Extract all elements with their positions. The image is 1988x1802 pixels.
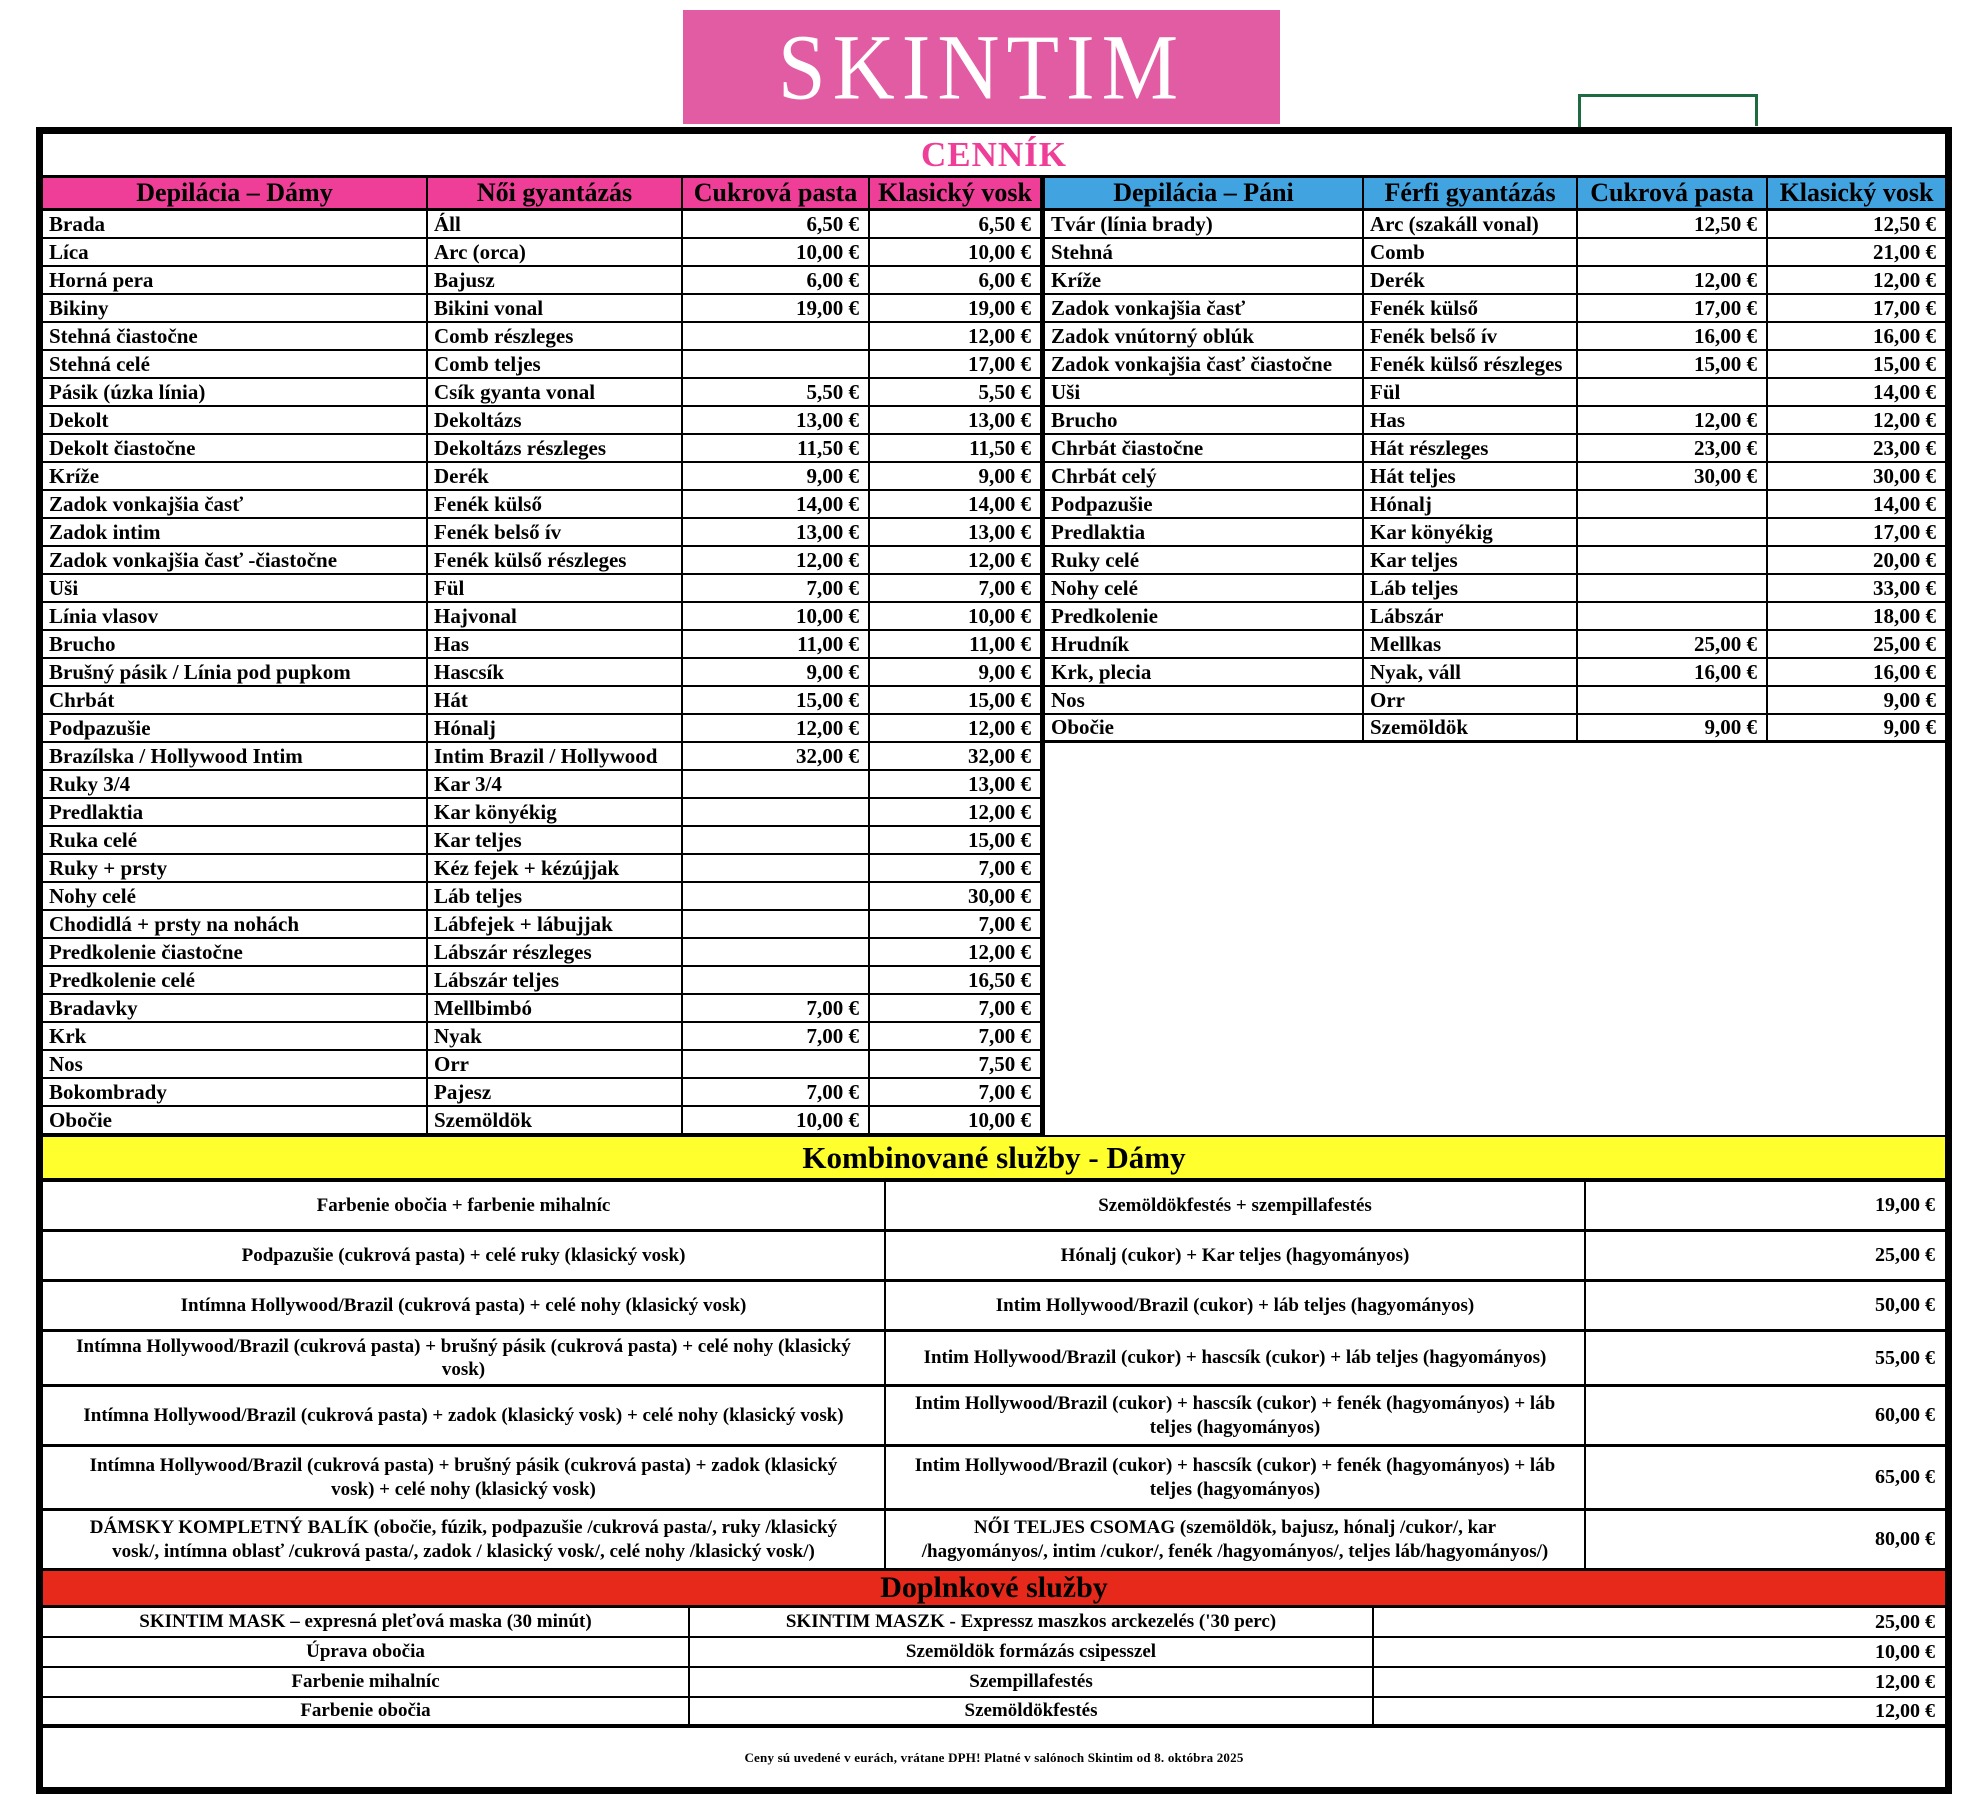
classic-wax-price: 9,00 €: [1768, 715, 1945, 743]
combined-service-hu: Intim Hollywood/Brazil (cukor) + hascsík (cukor) + fenék (hagyományos) + láb teljes (hagyományos): [886, 1387, 1586, 1444]
service-name-hu: Pajesz: [428, 1079, 683, 1107]
sugar-paste-price: [683, 827, 870, 855]
classic-wax-price: 12,00 €: [870, 323, 1045, 351]
ladies-column-header-wax: Klasický vosk: [870, 178, 1045, 211]
sugar-paste-price: 25,00 €: [1578, 631, 1768, 659]
service-name-sk: Brazílska / Hollywood Intim: [43, 743, 428, 771]
service-name-sk: Líca: [43, 239, 428, 267]
page-title: CENNÍK: [920, 134, 1068, 174]
service-name-sk: Zadok vonkajšia časť: [1045, 295, 1364, 323]
combined-services-table: [43, 1182, 1945, 1571]
sugar-paste-price: 6,00 €: [683, 267, 870, 295]
service-name-hu: Bikini vonal: [428, 295, 683, 323]
service-name-hu: Fenék külső: [1364, 295, 1578, 323]
service-name-hu: Arc (szakáll vonal): [1364, 211, 1578, 239]
additional-service-hu: Szemöldök formázás csipesszel: [690, 1638, 1374, 1666]
service-name-hu: Comb: [1364, 239, 1578, 267]
combined-service-sk: Podpazušie (cukrová pasta) + celé ruky (klasický vosk): [43, 1232, 886, 1279]
combined-service-hu: Intim Hollywood/Brazil (cukor) + láb teljes (hagyományos): [886, 1282, 1586, 1329]
sugar-paste-price: 23,00 €: [1578, 435, 1768, 463]
additional-service-sk: Farbenie mihalníc: [43, 1668, 690, 1696]
combined-service-price: 80,00 €: [1875, 1528, 1935, 1550]
combined-service-price: 19,00 €: [1875, 1194, 1935, 1216]
classic-wax-price: 32,00 €: [870, 743, 1045, 771]
combined-service-row: [43, 1182, 1945, 1232]
combined-service-price: 60,00 €: [1875, 1404, 1935, 1426]
classic-wax-price: 7,00 €: [870, 911, 1045, 939]
service-name-sk: Uši: [1045, 379, 1364, 407]
sugar-paste-price: 13,00 €: [683, 407, 870, 435]
classic-wax-price: 33,00 €: [1768, 575, 1945, 603]
classic-wax-price: 25,00 €: [1768, 631, 1945, 659]
service-name-sk: Línia vlasov: [43, 603, 428, 631]
sugar-paste-price: [683, 771, 870, 799]
combined-service-hu: NŐI TELJES CSOMAG (szemöldök, bajusz, hónalj /cukor/, kar /hagyományos/, intim /cukor/, fenék /hagyományos/, teljes láb/hagyományos/): [886, 1511, 1586, 1568]
skintim-logo: [683, 10, 1280, 124]
sugar-paste-price: [1578, 603, 1768, 631]
combined-service-price: 50,00 €: [1875, 1294, 1935, 1316]
additional-service-price: 12,00 €: [1875, 1670, 1935, 1693]
classic-wax-price: 17,00 €: [1768, 295, 1945, 323]
sugar-paste-price: 30,00 €: [1578, 463, 1768, 491]
classic-wax-price: 19,00 €: [870, 295, 1045, 323]
sugar-paste-price: 9,00 €: [1578, 715, 1768, 743]
classic-wax-price: 9,00 €: [870, 463, 1045, 491]
men-column-header: Depilácia – Páni: [1045, 178, 1364, 211]
sugar-paste-price: 7,00 €: [683, 1023, 870, 1051]
service-name-hu: Derék: [428, 463, 683, 491]
additional-service-row: [43, 1638, 1945, 1668]
classic-wax-price: 7,00 €: [870, 995, 1045, 1023]
sugar-paste-price: 16,00 €: [1578, 659, 1768, 687]
additional-services-table: [43, 1608, 1945, 1728]
service-name-hu: Mellkas: [1364, 631, 1578, 659]
service-name-hu: Hát teljes: [1364, 463, 1578, 491]
classic-wax-price: 21,00 €: [1768, 239, 1945, 267]
sugar-paste-price: 12,00 €: [1578, 407, 1768, 435]
service-name-sk: Stehná: [1045, 239, 1364, 267]
service-name-hu: Comb részleges: [428, 323, 683, 351]
service-name-sk: Chodidlá + prsty na nohách: [43, 911, 428, 939]
classic-wax-price: 14,00 €: [1768, 491, 1945, 519]
classic-wax-price: 6,00 €: [870, 267, 1045, 295]
classic-wax-price: 12,00 €: [870, 547, 1045, 575]
classic-wax-price: 10,00 €: [870, 1107, 1045, 1135]
classic-wax-price: 14,00 €: [870, 491, 1045, 519]
service-name-sk: Ruky + prsty: [43, 855, 428, 883]
sugar-paste-price: [683, 883, 870, 911]
additional-service-price: 25,00 €: [1875, 1610, 1935, 1633]
service-name-sk: Dekolt: [43, 407, 428, 435]
service-name-hu: Dekoltázs részleges: [428, 435, 683, 463]
men-depilation-table: [1045, 178, 1945, 743]
service-name-sk: Predkolenie čiastočne: [43, 939, 428, 967]
service-name-hu: Fenék külső részleges: [428, 547, 683, 575]
ladies-column-header: Depilácia – Dámy: [43, 178, 428, 211]
combined-services-banner-label: Kombinované služby - Dámy: [802, 1139, 1186, 1175]
service-name-hu: Hónalj: [428, 715, 683, 743]
service-name-hu: Szemöldök: [1364, 715, 1578, 743]
additional-service-sk: SKINTIM MASK – expresná pleťová maska (30 minút): [43, 1608, 690, 1636]
sugar-paste-price: 15,00 €: [683, 687, 870, 715]
service-name-sk: Stehná celé: [43, 351, 428, 379]
sugar-paste-price: [1578, 379, 1768, 407]
service-name-sk: Kríže: [1045, 267, 1364, 295]
service-name-sk: Pásik (úzka línia): [43, 379, 428, 407]
combined-service-sk: Intímna Hollywood/Brazil (cukrová pasta) + zadok (klasický vosk) + celé nohy (klasický vosk): [43, 1387, 886, 1444]
service-name-hu: Fül: [1364, 379, 1578, 407]
combined-service-row: [43, 1447, 1945, 1511]
service-name-hu: Derék: [1364, 267, 1578, 295]
service-name-sk: Nos: [43, 1051, 428, 1079]
service-name-hu: Fül: [428, 575, 683, 603]
classic-wax-price: 9,00 €: [870, 659, 1045, 687]
classic-wax-price: 23,00 €: [1768, 435, 1945, 463]
service-name-sk: Bradavky: [43, 995, 428, 1023]
combined-service-row: [43, 1511, 1945, 1571]
service-name-sk: Dekolt čiastočne: [43, 435, 428, 463]
service-name-sk: Uši: [43, 575, 428, 603]
service-name-sk: Krk: [43, 1023, 428, 1051]
service-name-hu: Bajusz: [428, 267, 683, 295]
sugar-paste-price: [1578, 239, 1768, 267]
combined-service-hu: Intim Hollywood/Brazil (cukor) + hascsík (cukor) + fenék (hagyományos) + láb teljes (hagyományos): [886, 1447, 1586, 1508]
men-column-header-wax: Klasický vosk: [1768, 178, 1945, 211]
service-name-hu: Fenék külső részleges: [1364, 351, 1578, 379]
service-name-sk: Obočie: [1045, 715, 1364, 743]
service-name-sk: Brucho: [43, 631, 428, 659]
classic-wax-price: 12,00 €: [870, 799, 1045, 827]
sugar-paste-price: [683, 1051, 870, 1079]
classic-wax-price: 16,00 €: [1768, 659, 1945, 687]
combined-service-sk: DÁMSKY KOMPLETNÝ BALÍK (obočie, fúzik, podpazušie /cukrová pasta/, ruky /klasický vosk/, intímna oblasť /cukrová pasta/, zadok / klasický vosk/, celé nohy /klasický vosk/): [43, 1511, 886, 1568]
sugar-paste-price: 17,00 €: [1578, 295, 1768, 323]
service-name-sk: Podpazušie: [1045, 491, 1364, 519]
sugar-paste-price: 15,00 €: [1578, 351, 1768, 379]
classic-wax-price: 7,50 €: [870, 1051, 1045, 1079]
service-name-sk: Predlaktia: [1045, 519, 1364, 547]
additional-service-hu: SKINTIM MASZK - Expressz maszkos arckezelés ('30 perc): [690, 1608, 1374, 1636]
service-name-sk: Zadok vnútorný oblúk: [1045, 323, 1364, 351]
classic-wax-price: 7,00 €: [870, 575, 1045, 603]
combined-service-row: [43, 1282, 1945, 1332]
classic-wax-price: 6,50 €: [870, 211, 1045, 239]
price-list-frame: [36, 127, 1952, 1794]
service-name-hu: Has: [1364, 407, 1578, 435]
service-name-hu: Csík gyanta vonal: [428, 379, 683, 407]
service-name-hu: Kar teljes: [428, 827, 683, 855]
service-name-sk: Kríže: [43, 463, 428, 491]
service-name-sk: Brušný pásik / Línia pod pupkom: [43, 659, 428, 687]
additional-service-hu: Szemöldökfestés: [690, 1698, 1374, 1724]
classic-wax-price: 10,00 €: [870, 603, 1045, 631]
service-name-sk: Horná pera: [43, 267, 428, 295]
classic-wax-price: 10,00 €: [870, 239, 1045, 267]
service-name-sk: Predkolenie celé: [43, 967, 428, 995]
classic-wax-price: 13,00 €: [870, 407, 1045, 435]
service-name-hu: Intim Brazil / Hollywood: [428, 743, 683, 771]
service-name-sk: Chrbát celý: [1045, 463, 1364, 491]
additional-service-row: [43, 1668, 1945, 1698]
classic-wax-price: 11,50 €: [870, 435, 1045, 463]
classic-wax-price: 15,00 €: [870, 687, 1045, 715]
service-name-sk: Bokombrady: [43, 1079, 428, 1107]
combined-service-hu: Intim Hollywood/Brazil (cukor) + hascsík (cukor) + láb teljes (hagyományos): [886, 1332, 1586, 1384]
sugar-paste-price: 7,00 €: [683, 995, 870, 1023]
sugar-paste-price: [1578, 519, 1768, 547]
service-name-sk: Brada: [43, 211, 428, 239]
classic-wax-price: 16,50 €: [870, 967, 1045, 995]
service-name-hu: Orr: [1364, 687, 1578, 715]
sugar-paste-price: [683, 799, 870, 827]
combined-service-hu: Hónalj (cukor) + Kar teljes (hagyományos): [886, 1232, 1586, 1279]
sugar-paste-price: [1578, 575, 1768, 603]
service-name-sk: Predkolenie: [1045, 603, 1364, 631]
combined-services-banner: [43, 1135, 1945, 1182]
classic-wax-price: 12,50 €: [1768, 211, 1945, 239]
sugar-paste-price: [683, 939, 870, 967]
service-name-hu: Nyak: [428, 1023, 683, 1051]
service-name-hu: Hát részleges: [1364, 435, 1578, 463]
additional-service-sk: Úprava obočia: [43, 1638, 690, 1666]
sugar-paste-price: [683, 351, 870, 379]
sugar-paste-price: 16,00 €: [1578, 323, 1768, 351]
classic-wax-price: 30,00 €: [1768, 463, 1945, 491]
classic-wax-price: 12,00 €: [1768, 267, 1945, 295]
combined-service-sk: Intímna Hollywood/Brazil (cukrová pasta) + brušný pásik (cukrová pasta) + zadok (klasický vosk) + celé nohy (klasický vosk): [43, 1447, 886, 1508]
service-name-sk: Nos: [1045, 687, 1364, 715]
sugar-paste-price: 11,50 €: [683, 435, 870, 463]
sugar-paste-price: 14,00 €: [683, 491, 870, 519]
service-name-hu: Hajvonal: [428, 603, 683, 631]
classic-wax-price: 16,00 €: [1768, 323, 1945, 351]
ladies-column-header-hu: Női gyantázás: [428, 178, 683, 211]
logo-text: SKINTIM: [777, 15, 1186, 119]
service-name-hu: Hascsík: [428, 659, 683, 687]
classic-wax-price: 5,50 €: [870, 379, 1045, 407]
service-name-hu: Kar 3/4: [428, 771, 683, 799]
service-name-sk: Ruky celé: [1045, 547, 1364, 575]
sugar-paste-price: 6,50 €: [683, 211, 870, 239]
classic-wax-price: 13,00 €: [870, 519, 1045, 547]
footer-note: Ceny sú uvedené v eurách, vrátane DPH! Platné v salónoch Skintim od 8. októbra 2025: [744, 1749, 1244, 1765]
classic-wax-price: 7,00 €: [870, 1079, 1045, 1107]
service-name-hu: Áll: [428, 211, 683, 239]
classic-wax-price: 14,00 €: [1768, 379, 1945, 407]
men-column-header-hu: Férfi gyantázás: [1364, 178, 1578, 211]
service-name-sk: Zadok vonkajšia časť -čiastočne: [43, 547, 428, 575]
additional-service-row: [43, 1608, 1945, 1638]
classic-wax-price: 9,00 €: [1768, 687, 1945, 715]
service-name-sk: Krk, plecia: [1045, 659, 1364, 687]
sugar-paste-price: 10,00 €: [683, 239, 870, 267]
service-name-sk: Podpazušie: [43, 715, 428, 743]
classic-wax-price: 12,00 €: [870, 939, 1045, 967]
service-name-sk: Stehná čiastočne: [43, 323, 428, 351]
service-name-sk: Brucho: [1045, 407, 1364, 435]
combined-service-price: 55,00 €: [1875, 1346, 1935, 1369]
service-name-hu: Lábszár teljes: [428, 967, 683, 995]
service-name-sk: Ruka celé: [43, 827, 428, 855]
sugar-paste-price: [1578, 687, 1768, 715]
sugar-paste-price: 12,50 €: [1578, 211, 1768, 239]
ladies-depilation-table: [43, 178, 1045, 1135]
classic-wax-price: 13,00 €: [870, 771, 1045, 799]
sugar-paste-price: [683, 967, 870, 995]
sugar-paste-price: [1578, 547, 1768, 575]
ladies-column-header-sugar: Cukrová pasta: [683, 178, 870, 211]
additional-service-sk: Farbenie obočia: [43, 1698, 690, 1724]
sugar-paste-price: 12,00 €: [683, 547, 870, 575]
service-name-hu: Kar teljes: [1364, 547, 1578, 575]
sugar-paste-price: 5,50 €: [683, 379, 870, 407]
classic-wax-price: 15,00 €: [1768, 351, 1945, 379]
service-name-hu: Mellbimbó: [428, 995, 683, 1023]
classic-wax-price: 17,00 €: [870, 351, 1045, 379]
combined-service-sk: Farbenie obočia + farbenie mihalníc: [43, 1182, 886, 1229]
classic-wax-price: 20,00 €: [1768, 547, 1945, 575]
service-name-hu: Kar könyékig: [428, 799, 683, 827]
sugar-paste-price: 12,00 €: [1578, 267, 1768, 295]
sugar-paste-price: 9,00 €: [683, 463, 870, 491]
service-name-hu: Fenék külső: [428, 491, 683, 519]
service-name-sk: Bikiny: [43, 295, 428, 323]
service-name-hu: Hónalj: [1364, 491, 1578, 519]
sugar-paste-price: 10,00 €: [683, 1107, 870, 1135]
service-name-hu: Orr: [428, 1051, 683, 1079]
men-column-header-sugar: Cukrová pasta: [1578, 178, 1768, 211]
combined-service-row: [43, 1332, 1945, 1387]
service-name-sk: Obočie: [43, 1107, 428, 1135]
service-name-sk: Tvár (línia brady): [1045, 211, 1364, 239]
service-name-hu: Lábszár: [1364, 603, 1578, 631]
combined-service-sk: Intímna Hollywood/Brazil (cukrová pasta) + celé nohy (klasický vosk): [43, 1282, 886, 1329]
combined-service-row: [43, 1387, 1945, 1447]
additional-service-row: [43, 1698, 1945, 1728]
service-name-hu: Láb teljes: [1364, 575, 1578, 603]
additional-services-banner: [43, 1571, 1945, 1608]
service-name-hu: Arc (orca): [428, 239, 683, 267]
sugar-paste-price: [1578, 491, 1768, 519]
service-name-hu: Hát: [428, 687, 683, 715]
sugar-paste-price: 13,00 €: [683, 519, 870, 547]
combined-service-row: [43, 1232, 1945, 1282]
sugar-paste-price: [683, 323, 870, 351]
sugar-paste-price: 7,00 €: [683, 1079, 870, 1107]
service-name-sk: Zadok vonkajšia časť: [43, 491, 428, 519]
sugar-paste-price: 11,00 €: [683, 631, 870, 659]
service-name-sk: Hrudník: [1045, 631, 1364, 659]
service-name-hu: Comb teljes: [428, 351, 683, 379]
additional-service-hu: Szempillafestés: [690, 1668, 1374, 1696]
service-name-hu: Fenék belső ív: [428, 519, 683, 547]
service-name-hu: Has: [428, 631, 683, 659]
service-name-sk: Nohy celé: [1045, 575, 1364, 603]
classic-wax-price: 7,00 €: [870, 1023, 1045, 1051]
price-list-title-row: [43, 134, 1945, 178]
service-name-hu: Lábfejek + lábujjak: [428, 911, 683, 939]
service-name-hu: Lábszár részleges: [428, 939, 683, 967]
combined-service-price: 65,00 €: [1875, 1466, 1935, 1488]
combined-service-price: 25,00 €: [1875, 1244, 1935, 1266]
service-name-hu: Kéz fejek + kézújjak: [428, 855, 683, 883]
additional-services-banner-label: Doplnkové služby: [880, 1571, 1108, 1604]
sugar-paste-price: 10,00 €: [683, 603, 870, 631]
service-name-sk: Nohy celé: [43, 883, 428, 911]
sugar-paste-price: 9,00 €: [683, 659, 870, 687]
classic-wax-price: 12,00 €: [1768, 407, 1945, 435]
sugar-paste-price: 12,00 €: [683, 715, 870, 743]
service-name-sk: Chrbát: [43, 687, 428, 715]
service-name-sk: Zadok intim: [43, 519, 428, 547]
classic-wax-price: 7,00 €: [870, 855, 1045, 883]
service-name-hu: Nyak, váll: [1364, 659, 1578, 687]
sugar-paste-price: 32,00 €: [683, 743, 870, 771]
classic-wax-price: 18,00 €: [1768, 603, 1945, 631]
service-name-sk: Predlaktia: [43, 799, 428, 827]
sugar-paste-price: 7,00 €: [683, 575, 870, 603]
sugar-paste-price: 19,00 €: [683, 295, 870, 323]
classic-wax-price: 17,00 €: [1768, 519, 1945, 547]
service-name-hu: Fenék belső ív: [1364, 323, 1578, 351]
classic-wax-price: 30,00 €: [870, 883, 1045, 911]
additional-service-price: 10,00 €: [1875, 1640, 1935, 1663]
service-name-sk: Chrbát čiastočne: [1045, 435, 1364, 463]
classic-wax-price: 11,00 €: [870, 631, 1045, 659]
service-name-hu: Kar könyékig: [1364, 519, 1578, 547]
service-name-sk: Ruky 3/4: [43, 771, 428, 799]
service-name-hu: Szemöldök: [428, 1107, 683, 1135]
sugar-paste-price: [683, 911, 870, 939]
sugar-paste-price: [683, 855, 870, 883]
service-name-hu: Láb teljes: [428, 883, 683, 911]
service-name-hu: Dekoltázs: [428, 407, 683, 435]
service-name-sk: Zadok vonkajšia časť čiastočne: [1045, 351, 1364, 379]
combined-service-hu: Szemöldökfestés + szempillafestés: [886, 1182, 1586, 1229]
additional-service-price: 12,00 €: [1875, 1699, 1935, 1722]
combined-service-sk: Intímna Hollywood/Brazil (cukrová pasta) + brušný pásik (cukrová pasta) + celé nohy (klasický vosk): [43, 1332, 886, 1384]
footer-note-row: [43, 1728, 1945, 1787]
classic-wax-price: 12,00 €: [870, 715, 1045, 743]
classic-wax-price: 15,00 €: [870, 827, 1045, 855]
